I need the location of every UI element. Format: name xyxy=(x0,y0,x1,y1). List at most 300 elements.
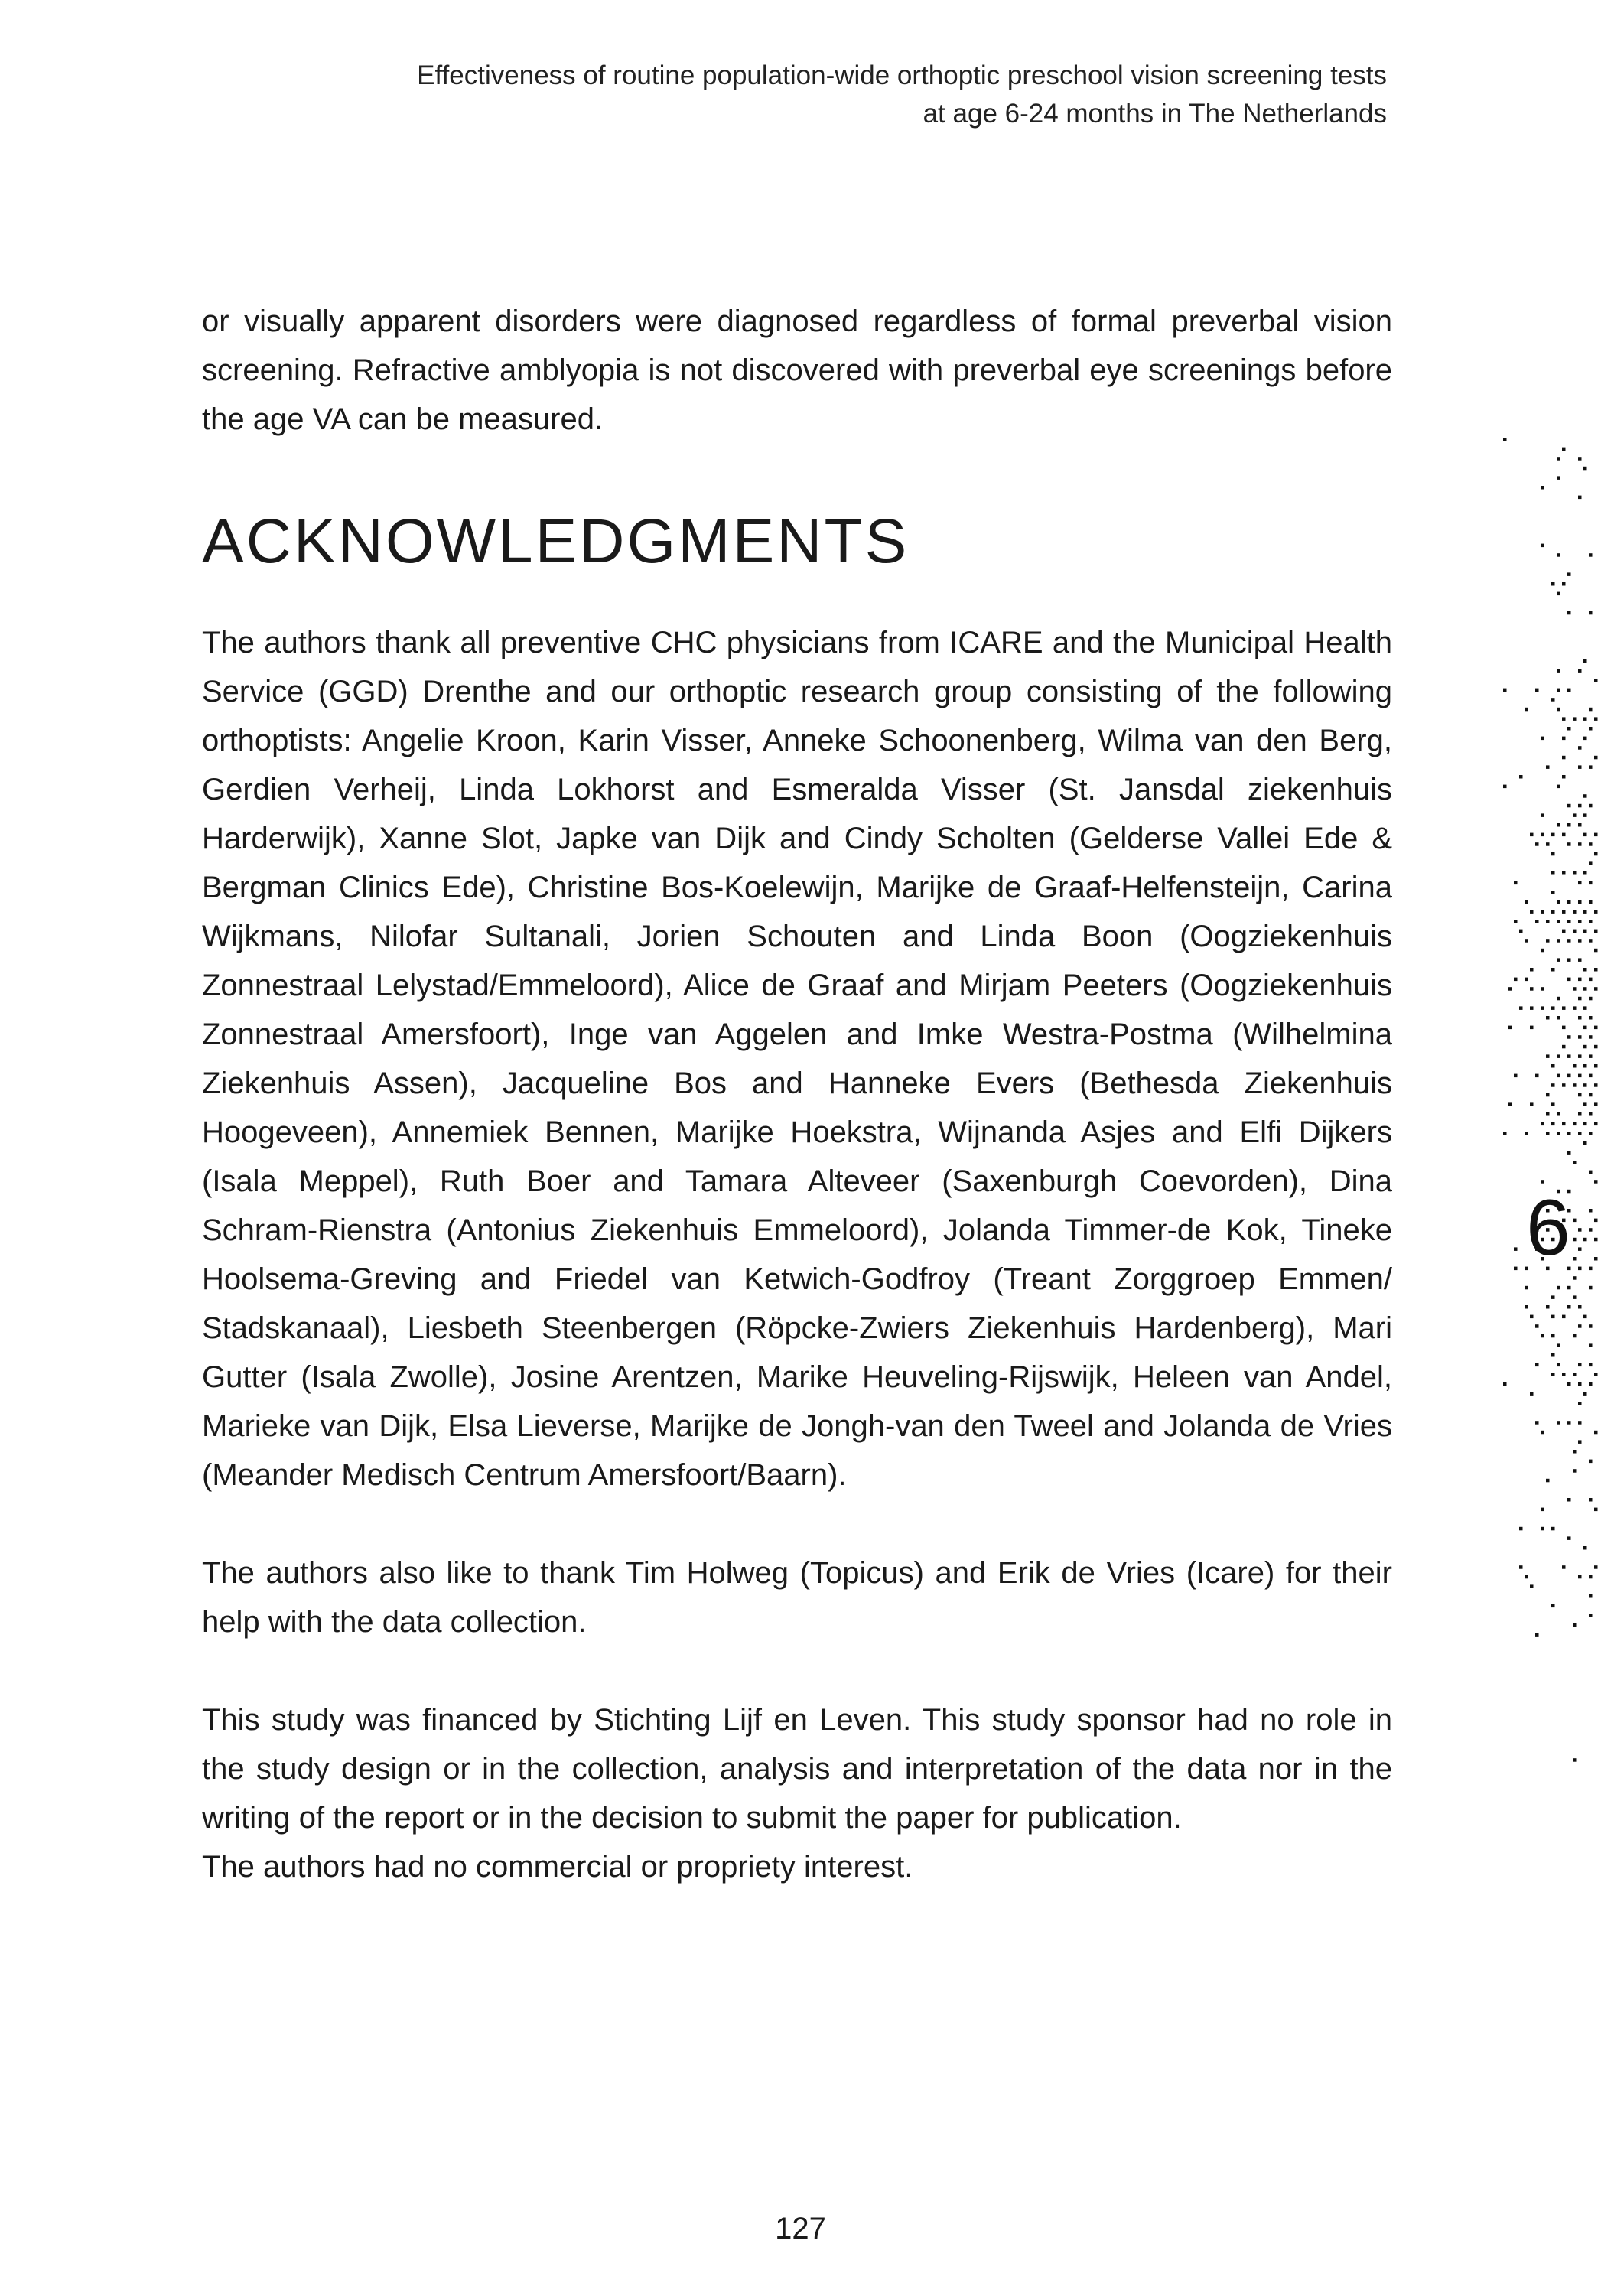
pattern-dot xyxy=(1562,448,1566,451)
pattern-dot xyxy=(1546,1054,1550,1058)
pattern-dot xyxy=(1573,1083,1577,1087)
pattern-dot xyxy=(1546,939,1550,943)
pattern-dot xyxy=(1535,1363,1539,1367)
pattern-dot xyxy=(1525,1132,1528,1135)
pattern-dot xyxy=(1594,852,1598,856)
pattern-dot xyxy=(1530,910,1534,914)
pattern-dot xyxy=(1589,1054,1593,1058)
pattern-dot xyxy=(1589,900,1593,904)
pattern-dot xyxy=(1573,1623,1577,1627)
pattern-dot xyxy=(1530,987,1534,991)
pattern-dot xyxy=(1551,871,1555,875)
pattern-dot xyxy=(1567,1054,1571,1058)
pattern-dot xyxy=(1583,871,1587,875)
pattern-dot xyxy=(1508,1026,1512,1030)
pattern-dot xyxy=(1562,1083,1566,1087)
pattern-dot xyxy=(1583,1102,1587,1106)
pattern-dot xyxy=(1567,611,1571,615)
pattern-dot xyxy=(1551,1122,1555,1126)
pattern-dot xyxy=(1594,1508,1598,1512)
pattern-dot xyxy=(1573,1334,1577,1338)
pattern-dot xyxy=(1557,958,1560,962)
pattern-dot xyxy=(1583,1026,1587,1030)
pattern-dot xyxy=(1514,1267,1518,1271)
pattern-dot xyxy=(1589,1382,1593,1386)
pattern-dot xyxy=(1578,1267,1582,1271)
pattern-dot xyxy=(1525,939,1528,943)
pattern-dot xyxy=(1567,1132,1571,1135)
pattern-dot xyxy=(1567,1498,1571,1502)
pattern-dot xyxy=(1589,842,1593,846)
pattern-dot xyxy=(1541,987,1544,991)
pattern-dot xyxy=(1573,1064,1577,1068)
pattern-dot xyxy=(1535,1421,1539,1425)
acknowledgment-paragraph-1: The authors thank all preventive CHC physicians from ICARE and the Municipal Health Service (GGD) Drenthe and our orthoptic research group consisting of the following orthoptists: Angelie Kroon, Karin Visser, Anneke Schoonenberg, Wilma van den Berg, Gerdien Verheij, Linda Lokhorst and Esmeralda Visser (St. Jansdal ziekenhuis Harderwijk), Xanne Slot, Japke van Dijk and Cindy Scholten (Gelderse Vallei Ede & Bergman Clinics Ede), Christine Bos-Koelewijn, Marijke de Graaf-Helfensteijn, Carina Wijkmans, Nilofar Sultanali, Jorien Schouten and Linda Boon (Oogziekenhuis Zonnestraal Lelystad/Emmeloord), Alice de Graaf and Mirjam Peeters (Oogziekenhuis Zonnestraal Amersfoort), Inge van Aggelen and Imke Westra-Postma (Wilhelmina Ziekenhuis Assen), Jacqueline Bos and Hanneke Evers (Bethesda Ziekenhuis Hoogeveen), Annemiek Bennen, Marijke Hoekstra, Wijnanda Asjes and Elfi Dijkers (Isala Meppel), Ruth Boer and Tamara Alteveer (Saxenburgh Coevorden), Dina Schram-Rienstra (Antonius Ziekenhuis Emmeloord), Jolanda Timmer-de Kok, Tineke Hoolsema-Greving and Friedel van Ketwich-Godfroy (Treant Zorggroep Emmen/ Stadskanaal), Liesbeth Steenbergen (Röpcke-Zwiers Ziekenhuis Hardenberg), Mari Gutter (Isala Zwolle), Josine Arentzen, Marike Heuveling-Rijswijk, Heleen van Andel, Marieke van Dijk, Elsa Lieverse, Marijke de Jongh-van den Tweel and Jolanda de Vries (Meander Medisch Centrum Amersfoort/Baarn). xyxy=(202,626,1392,1492)
pattern-dot xyxy=(1541,1527,1544,1531)
pattern-dot xyxy=(1583,467,1587,471)
pattern-dot xyxy=(1573,813,1577,817)
pattern-dot xyxy=(1573,1373,1577,1376)
pattern-dot xyxy=(1583,910,1587,914)
running-header-line-1: Effectiveness of routine population-wide orthoptic preschool vision screening tests xyxy=(417,60,1387,90)
pattern-dot xyxy=(1578,746,1582,750)
pattern-dot xyxy=(1578,842,1582,846)
intro-paragraph: or visually apparent disorders were diagnosed regardless of formal preverbal vision screening. Refractive amblyopia is not discovered with preverbal eye screenings before the age VA can be measured. xyxy=(202,305,1392,436)
pattern-dot xyxy=(1567,1421,1571,1425)
pattern-dot xyxy=(1578,804,1582,808)
pattern-dot xyxy=(1541,1122,1544,1126)
pattern-dot xyxy=(1589,1343,1593,1347)
funding-paragraph: This study was financed by Stichting Lijf en Leven. This study sponsor had no role in the study design or in the collection, analysis and interpretation of the data nor in the writing of the report or in the decision to submit the paper for publication. xyxy=(202,1703,1392,1835)
pattern-dot xyxy=(1583,737,1587,741)
pattern-dot xyxy=(1541,949,1544,953)
pattern-dot xyxy=(1594,1064,1598,1068)
pattern-dot xyxy=(1557,997,1560,1001)
pattern-dot xyxy=(1551,698,1555,702)
pattern-dot xyxy=(1557,939,1560,943)
pattern-dot xyxy=(1503,438,1507,441)
pattern-dot xyxy=(1546,1112,1550,1116)
pattern-dot xyxy=(1546,765,1550,769)
pattern-dot xyxy=(1578,1305,1582,1309)
pattern-dot xyxy=(1578,1112,1582,1116)
pattern-dot xyxy=(1557,553,1560,557)
pattern-dot xyxy=(1530,1026,1534,1030)
acknowledgment-paragraph-2: The authors also like to thank Tim Holweg (Topicus) and Erik de Vries (Icare) for their help with the data collection. xyxy=(202,1556,1392,1639)
pattern-dot xyxy=(1594,1180,1598,1184)
pattern-dot xyxy=(1594,679,1598,682)
pattern-dot xyxy=(1573,1238,1577,1242)
pattern-dot xyxy=(1594,949,1598,953)
pattern-dot xyxy=(1508,987,1512,991)
pattern-dot xyxy=(1562,871,1566,875)
pattern-dot xyxy=(1567,1305,1571,1309)
pattern-dot xyxy=(1551,910,1555,914)
pattern-dot xyxy=(1589,553,1593,557)
pattern-dot xyxy=(1557,669,1560,673)
pattern-dot xyxy=(1562,1373,1566,1376)
pattern-dot xyxy=(1583,717,1587,721)
pattern-dot xyxy=(1551,968,1555,972)
pattern-dot xyxy=(1594,1122,1598,1126)
pattern-dot xyxy=(1567,823,1571,827)
pattern-dot xyxy=(1535,920,1539,923)
pattern-dot xyxy=(1589,939,1593,943)
pattern-dot xyxy=(1535,842,1539,846)
pattern-dot xyxy=(1525,900,1528,904)
pattern-dot xyxy=(1583,987,1587,991)
pattern-dot xyxy=(1589,1132,1593,1135)
pattern-dot xyxy=(1514,978,1518,982)
pattern-dot xyxy=(1589,1594,1593,1598)
pattern-dot xyxy=(1557,476,1560,480)
pattern-dot xyxy=(1567,920,1571,923)
pattern-dot xyxy=(1519,775,1523,779)
pattern-dot xyxy=(1557,1421,1560,1425)
pattern-dot xyxy=(1594,1026,1598,1030)
pattern-dot xyxy=(1557,1363,1560,1367)
pattern-dot xyxy=(1594,833,1598,837)
pattern-dot xyxy=(1589,1286,1593,1290)
pattern-dot xyxy=(1583,659,1587,663)
pattern-dot xyxy=(1594,717,1598,721)
pattern-dot xyxy=(1594,930,1598,933)
pattern-dot xyxy=(1583,1546,1587,1550)
pattern-dot xyxy=(1594,1219,1598,1223)
pattern-dot xyxy=(1573,1006,1577,1010)
pattern-dot xyxy=(1573,1257,1577,1261)
pattern-dot xyxy=(1578,1363,1582,1367)
pattern-dot xyxy=(1578,1440,1582,1444)
pattern-dot xyxy=(1567,1286,1571,1290)
pattern-dot xyxy=(1589,881,1593,885)
chapter-thumb-tab-pattern xyxy=(1486,337,1601,1790)
pattern-dot xyxy=(1541,1334,1544,1338)
pattern-dot xyxy=(1562,737,1566,741)
pattern-dot xyxy=(1525,1305,1528,1309)
pattern-dot xyxy=(1578,997,1582,1001)
pattern-dot xyxy=(1557,785,1560,789)
pattern-dot xyxy=(1551,1604,1555,1608)
pattern-dot xyxy=(1578,457,1582,461)
pattern-dot xyxy=(1557,1054,1560,1058)
pattern-dot xyxy=(1573,1758,1577,1762)
pattern-dot xyxy=(1578,900,1582,904)
pattern-dot xyxy=(1567,1382,1571,1386)
pattern-dot xyxy=(1557,1286,1560,1290)
pattern-dot xyxy=(1589,1035,1593,1039)
pattern-dot xyxy=(1525,978,1528,982)
pattern-dot xyxy=(1583,1392,1587,1396)
pattern-dot xyxy=(1525,1575,1528,1579)
pattern-dot xyxy=(1514,881,1518,885)
pattern-dot xyxy=(1583,1141,1587,1145)
pattern-dot xyxy=(1589,1016,1593,1020)
pattern-dot xyxy=(1578,1035,1582,1039)
pattern-dot xyxy=(1514,1247,1518,1251)
pattern-dot xyxy=(1583,1122,1587,1126)
pattern-dot xyxy=(1514,1074,1518,1078)
pattern-dot xyxy=(1573,871,1577,875)
pattern-dot xyxy=(1578,978,1582,982)
pattern-dot xyxy=(1589,1228,1593,1232)
pattern-dot xyxy=(1594,1431,1598,1435)
pattern-dot xyxy=(1578,669,1582,673)
pattern-dot xyxy=(1541,813,1544,817)
pattern-dot xyxy=(1573,910,1577,914)
pattern-dot xyxy=(1578,496,1582,500)
pattern-dot xyxy=(1589,1171,1593,1174)
pattern-dot xyxy=(1541,833,1544,837)
pattern-dot xyxy=(1578,1074,1582,1078)
pattern-dot xyxy=(1567,689,1571,692)
pattern-dot xyxy=(1551,833,1555,837)
pattern-dot xyxy=(1525,1286,1528,1290)
pattern-dot xyxy=(1530,1006,1534,1010)
pattern-dot xyxy=(1583,1064,1587,1068)
pattern-dot xyxy=(1530,1102,1534,1106)
pattern-dot xyxy=(1589,1112,1593,1116)
pattern-dot xyxy=(1562,1026,1566,1030)
pattern-dot xyxy=(1578,1421,1582,1425)
pattern-dot xyxy=(1578,765,1582,769)
pattern-dot xyxy=(1594,987,1598,991)
pattern-dot xyxy=(1503,785,1507,789)
pattern-dot xyxy=(1589,708,1593,712)
pattern-dot xyxy=(1573,1469,1577,1473)
pattern-dot xyxy=(1551,582,1555,586)
pattern-dot xyxy=(1567,804,1571,808)
pattern-dot xyxy=(1567,958,1571,962)
pattern-dot xyxy=(1589,1363,1593,1367)
running-header-line-2: at age 6-24 months in The Netherlands xyxy=(923,99,1387,129)
pattern-dot xyxy=(1551,1315,1555,1319)
paragraph-spacer xyxy=(202,1500,1392,1549)
pattern-dot xyxy=(1541,1508,1544,1512)
pattern-dot xyxy=(1546,1093,1550,1097)
pattern-dot xyxy=(1530,968,1534,972)
pattern-dot xyxy=(1567,727,1571,731)
pattern-dot xyxy=(1583,1045,1587,1049)
pattern-dot xyxy=(1578,1132,1582,1135)
page-body xyxy=(202,297,1392,1891)
pattern-dot xyxy=(1546,1305,1550,1309)
pattern-dot xyxy=(1514,920,1518,923)
pattern-dot xyxy=(1594,968,1598,972)
pattern-dot xyxy=(1541,1006,1544,1010)
pattern-dot xyxy=(1583,794,1587,798)
pattern-dot xyxy=(1583,813,1587,817)
pattern-dot xyxy=(1546,1016,1550,1020)
pattern-dot xyxy=(1557,689,1560,692)
pattern-dot xyxy=(1578,1382,1582,1386)
pattern-dot xyxy=(1530,833,1534,837)
pattern-dot xyxy=(1562,717,1566,721)
pattern-dot xyxy=(1573,1219,1577,1223)
pattern-dot xyxy=(1551,1295,1555,1299)
pattern-dot xyxy=(1589,920,1593,923)
pattern-dot xyxy=(1594,1238,1598,1242)
pattern-dot xyxy=(1551,891,1555,894)
pattern-dot xyxy=(1578,823,1582,827)
pattern-dot xyxy=(1594,1565,1598,1569)
running-header xyxy=(239,57,1387,133)
pattern-dot xyxy=(1589,727,1593,731)
pattern-dot xyxy=(1578,958,1582,962)
pattern-dot xyxy=(1562,1122,1566,1126)
pattern-dot xyxy=(1541,486,1544,490)
pattern-dot xyxy=(1594,910,1598,914)
pattern-dot xyxy=(1562,1315,1566,1319)
pattern-dot xyxy=(1567,1074,1571,1078)
pattern-dot xyxy=(1583,1238,1587,1242)
pattern-dot xyxy=(1546,920,1550,923)
pattern-dot xyxy=(1567,939,1571,943)
pattern-dot xyxy=(1562,833,1566,837)
pattern-dot xyxy=(1583,1315,1587,1319)
pattern-dot xyxy=(1583,968,1587,972)
pattern-dot xyxy=(1594,1373,1598,1376)
page-number: 127 xyxy=(775,2212,826,2246)
section-heading: ACKNOWLEDGMENTS xyxy=(202,506,910,576)
pattern-dot xyxy=(1530,1584,1534,1588)
chapter-number: 6 xyxy=(1526,1184,1570,1272)
pattern-dot xyxy=(1578,939,1582,943)
pattern-dot xyxy=(1562,1045,1566,1049)
pattern-dot xyxy=(1551,1353,1555,1357)
pattern-dot xyxy=(1508,1102,1512,1106)
pattern-dot xyxy=(1594,1102,1598,1106)
pattern-dot xyxy=(1519,1006,1523,1010)
pattern-dot xyxy=(1567,978,1571,982)
pattern-dot xyxy=(1578,1247,1582,1251)
pattern-dot xyxy=(1578,1228,1582,1232)
pattern-dot xyxy=(1557,457,1560,461)
pattern-dot xyxy=(1589,1460,1593,1464)
pattern-dot xyxy=(1551,1083,1555,1087)
pattern-dot xyxy=(1578,1575,1582,1579)
pattern-dot xyxy=(1557,823,1560,827)
pattern-dot xyxy=(1567,1035,1571,1039)
pattern-dot xyxy=(1567,1151,1571,1155)
pattern-dot xyxy=(1578,1093,1582,1097)
pattern-dot xyxy=(1594,1045,1598,1049)
pattern-dot xyxy=(1578,1016,1582,1020)
pattern-dot xyxy=(1573,1276,1577,1280)
pattern-dot xyxy=(1557,592,1560,596)
pattern-dot xyxy=(1567,1536,1571,1540)
pattern-dot xyxy=(1551,852,1555,856)
pattern-dot xyxy=(1562,1565,1566,1569)
pattern-dot xyxy=(1583,833,1587,837)
pattern-dot xyxy=(1562,930,1566,933)
pattern-dot xyxy=(1541,1431,1544,1435)
pattern-dot xyxy=(1589,611,1593,615)
pattern-dot xyxy=(1541,910,1544,914)
pattern-dot xyxy=(1557,1112,1560,1116)
pattern-dot xyxy=(1583,1006,1587,1010)
pattern-dot xyxy=(1541,544,1544,548)
pattern-dot xyxy=(1589,861,1593,865)
pattern-dot xyxy=(1546,1479,1550,1483)
pattern-dot xyxy=(1567,900,1571,904)
pattern-dot xyxy=(1562,1006,1566,1010)
pattern-dot xyxy=(1519,1527,1523,1531)
pattern-dot xyxy=(1573,987,1577,991)
pattern-dot xyxy=(1519,930,1523,933)
pattern-dot xyxy=(1557,1074,1560,1078)
pattern-dot xyxy=(1503,1132,1507,1135)
pattern-dot xyxy=(1578,1054,1582,1058)
pattern-dot xyxy=(1583,1083,1587,1087)
pattern-dot xyxy=(1567,572,1571,576)
pattern-dot xyxy=(1562,582,1566,586)
pattern-dot xyxy=(1589,1575,1593,1579)
pattern-dot xyxy=(1546,842,1550,846)
pattern-dot xyxy=(1535,1074,1539,1078)
pattern-dot xyxy=(1551,1527,1555,1531)
pattern-dot xyxy=(1589,1074,1593,1078)
pattern-dot xyxy=(1573,1295,1577,1299)
pattern-dot xyxy=(1541,737,1544,741)
pattern-dot xyxy=(1583,930,1587,933)
pattern-dot xyxy=(1589,1498,1593,1502)
pattern-dot xyxy=(1594,1083,1598,1087)
conflict-of-interest-line: The authors had no commercial or propriety interest. xyxy=(202,1850,913,1884)
pattern-dot xyxy=(1535,689,1539,692)
pattern-dot xyxy=(1578,1324,1582,1328)
pattern-dot xyxy=(1562,910,1566,914)
pattern-dot xyxy=(1503,1382,1507,1386)
pattern-dot xyxy=(1519,1565,1523,1569)
pattern-dot xyxy=(1594,1257,1598,1261)
pattern-dot xyxy=(1573,1122,1577,1126)
pattern-dot xyxy=(1551,1102,1555,1106)
pattern-dot xyxy=(1557,920,1560,923)
pattern-dot xyxy=(1535,1324,1539,1328)
pattern-dot xyxy=(1573,717,1577,721)
pattern-dot xyxy=(1573,1450,1577,1454)
pattern-dot xyxy=(1594,756,1598,760)
pattern-dot xyxy=(1589,1267,1593,1271)
pattern-dot xyxy=(1562,756,1566,760)
pattern-dot xyxy=(1573,930,1577,933)
pattern-dot xyxy=(1589,1324,1593,1328)
pattern-dot xyxy=(1578,920,1582,923)
pattern-dot xyxy=(1573,1161,1577,1164)
pattern-dot xyxy=(1567,842,1571,846)
pattern-dot xyxy=(1562,775,1566,779)
pattern-dot xyxy=(1551,1006,1555,1010)
pattern-dot xyxy=(1557,1132,1560,1135)
pattern-dot xyxy=(1503,689,1507,692)
pattern-dot xyxy=(1551,1064,1555,1068)
pattern-dot xyxy=(1578,881,1582,885)
pattern-dot xyxy=(1557,1343,1560,1347)
pattern-dot xyxy=(1589,804,1593,808)
pattern-dot xyxy=(1530,1315,1534,1319)
pattern-dot xyxy=(1589,1093,1593,1097)
pattern-dot xyxy=(1546,1132,1550,1135)
pattern-dot xyxy=(1525,708,1528,712)
pattern-dot xyxy=(1589,765,1593,769)
pattern-dot xyxy=(1551,1334,1555,1338)
pattern-dot xyxy=(1535,1633,1539,1637)
pattern-dot xyxy=(1589,1614,1593,1617)
pattern-dot xyxy=(1557,900,1560,904)
paragraph-spacer xyxy=(202,1646,1392,1695)
pattern-dot xyxy=(1589,997,1593,1001)
